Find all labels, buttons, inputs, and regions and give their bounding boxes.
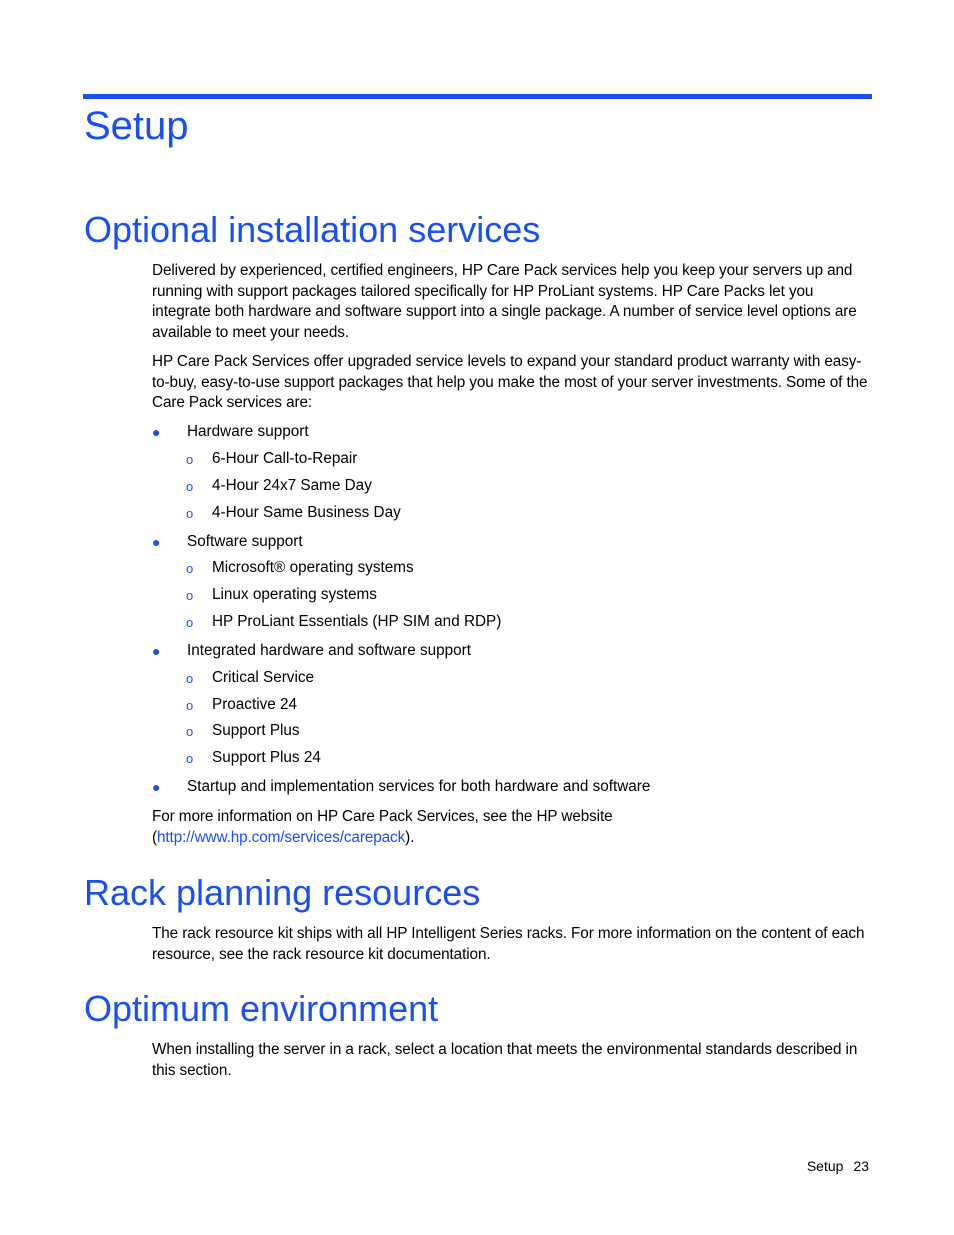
- circle-bullet-icon: o: [186, 751, 194, 766]
- list-item-label: Integrated hardware and software support: [187, 642, 472, 659]
- circle-bullet-icon: o: [186, 452, 194, 467]
- list-item-label: Startup and implementation services for both hardware and software: [187, 778, 651, 795]
- bullet-icon: ●: [152, 424, 161, 440]
- sub-list-item-label: Critical Service: [212, 669, 314, 686]
- paragraph-rack: The rack resource kit ships with all HP Intelligent Series racks. For more information on the content of each resource, see the rack resource kit documentation.: [152, 925, 865, 963]
- paragraph-optional-1: Delivered by experienced, certified engineers, HP Care Pack services help you keep your servers up and running with support packages tailored specifically for HP ProLiant systems. HP Care Packs let you integrate both hardware and software support into a single package. A number of service level options are available to meet your needs.: [152, 262, 857, 341]
- circle-bullet-icon: o: [186, 561, 194, 576]
- list-item-label: Software support: [187, 533, 303, 550]
- section-title-optimum: Optimum environment: [84, 988, 439, 1029]
- section-title-rack: Rack planning resources: [84, 872, 481, 913]
- chapter-rule: [83, 94, 872, 99]
- page-footer: [797, 1158, 869, 1174]
- section-title-optional: Optional installation services: [84, 209, 541, 250]
- circle-bullet-icon: o: [186, 671, 194, 686]
- paragraph-optimum: When installing the server in a rack, select a location that meets the environmental standards described in this section.: [152, 1041, 858, 1079]
- sub-list-item-label: 4-Hour Same Business Day: [212, 504, 401, 521]
- page-number: 23: [853, 1158, 869, 1174]
- bullet-icon: ●: [152, 534, 161, 550]
- sub-list-item-label: Microsoft® operating systems: [212, 559, 414, 576]
- open-paren: (: [152, 828, 157, 846]
- bullet-icon: ●: [152, 643, 161, 659]
- circle-bullet-icon: o: [186, 506, 194, 521]
- sub-list-item-label: HP ProLiant Essentials (HP SIM and RDP): [212, 613, 502, 630]
- footer-section: Setup: [806, 1158, 844, 1174]
- circle-bullet-icon: o: [186, 479, 194, 494]
- paragraph-optional-2: HP Care Pack Services offer upgraded service levels to expand your standard product warranty with easy-to-buy, easy-to-use support packages that help you make the most of your server investments. Some of the Care Pack services are:: [152, 353, 868, 411]
- circle-bullet-icon: o: [186, 588, 194, 603]
- close-paren: ).: [405, 828, 415, 846]
- bullet-icon: ●: [152, 779, 161, 795]
- sub-list-item-label: Support Plus: [212, 722, 300, 739]
- sub-list-item-label: Linux operating systems: [212, 586, 377, 603]
- sub-list-item-label: 6-Hour Call-to-Repair: [212, 450, 358, 467]
- more-info-paragraph: [152, 807, 872, 848]
- sub-list-item-label: Proactive 24: [212, 696, 298, 713]
- sub-list-item-label: Support Plus 24: [212, 749, 321, 766]
- sub-list-item-label: 4-Hour 24x7 Same Day: [212, 477, 372, 494]
- chapter-title: Setup: [84, 104, 189, 148]
- carepack-link[interactable]: http://www.hp.com/services/carepack: [157, 828, 406, 846]
- list-item-label: Hardware support: [187, 423, 309, 440]
- circle-bullet-icon: o: [186, 724, 194, 739]
- more-info-text: For more information on HP Care Pack Services, see the HP website: [152, 808, 613, 825]
- circle-bullet-icon: o: [186, 615, 194, 630]
- circle-bullet-icon: o: [186, 698, 194, 713]
